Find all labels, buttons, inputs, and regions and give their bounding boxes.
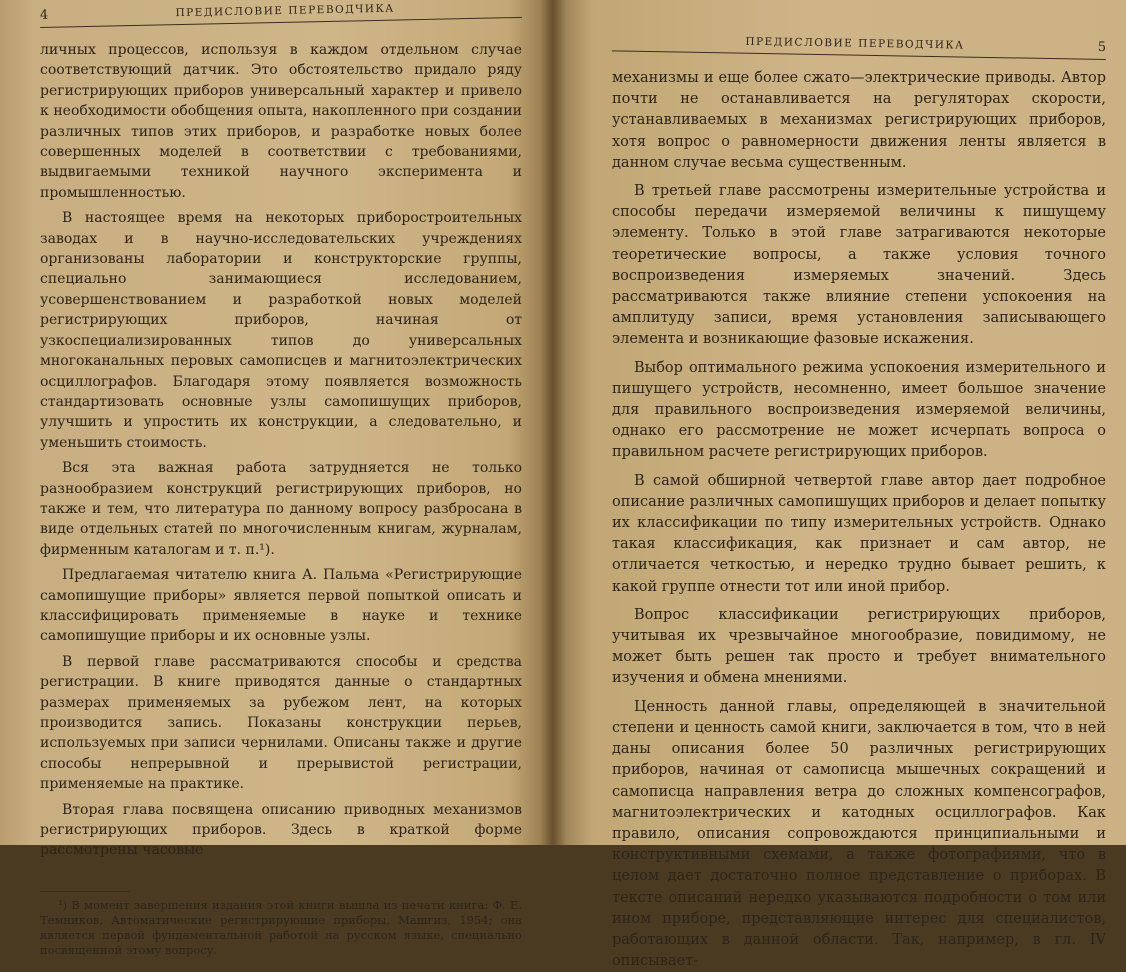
running-head-right — [612, 31, 1106, 60]
paragraph: личных процессов, используя в каждом отдельном случае соответствующий датчик. Это обстоятельство придало ряду регистрирующих приборов универсальный характер и привело к необходимости обобщения опыта, накопленного при создании различных типов этих приборов, и разработке новых более совершенных моделей в соответствии с требованиями, выдвигаемыми техникой научного эксперимента и промышленностью. — [40, 42, 522, 201]
paragraph: Вторая глава посвящена описанию приводных механизмов регистрирующих приборов. Здесь в краткой форме рассмотрены часовые — [40, 801, 522, 859]
footnote-divider — [40, 891, 130, 892]
left-page — [0, 0, 552, 957]
paragraph: Вся эта важная работа затрудняется не только разнообразием конструкций регистрирующих приборов, но также и тем, что литература по данному вопросу разбросана в виде отдельных статей по многочисленным книгам, журналам, фирменным каталогам и т. п.¹). — [40, 460, 522, 558]
page-number-left: 4 — [39, 7, 49, 23]
paragraph: Вопрос классификации регистрирующих приборов, учитывая их чрезвычайное многообразие, повидимому, не может быть решен так просто и требует внимательного изучения и обмена мнениями. — [612, 606, 1106, 687]
paragraph: Ценность данной главы, определяющей в значительной степени и ценность самой книги, заключается в том, что в ней даны описания более 50 различных регистрирующих приборов, начиная от самописца мышечных сокращений и самописца направления ветра до сложных компенсографов, магнитоэлектрических и катодных осциллографов. Как правило, описания сопровождаются принципиальными и конструктивными схемами, а также фотографиями, что в целом дает достаточно полное представление о приборах. В тексте описаний нередко указываются подробности о том или ином приборе, представляющие интерес для специалистов, работающих в данной области. Так, например, в гл. IV описывает- — [612, 698, 1106, 970]
paragraph: В настоящее время на некоторых приборостроительных заводах и в научно-исследовательских учреждениях организованы лаборатории и конструкторские группы, специально занимающиеся исследованием, усовершенствованием и разработкой новых моделей регистрирующих приборов, начиная от узкоспециализированных типов до универсальных многоканальных перовых самописцев и магнитоэлектрических осциллографов. Благодаря этому появляется возможность стандартизовать основные узлы самопишущих приборов, улучшить и упростить их конструкции, а следовательно, и уменьшить стоимость. — [40, 210, 522, 451]
paragraph: Выбор оптимального режима успокоения измерительного и пишущего устройств, несомненно, имеет большое значение для правильного воспроизведения измеряемой величины, однако его рассмотрение не может исчерпать вопроса о правильном расчете регистрирующих приборов. — [612, 359, 1106, 461]
running-head-title-left: ПРЕДИСЛОВИЕ ПЕРЕВОДЧИКА — [175, 2, 395, 20]
footnote: ¹) В момент завершения издания этой книги вышла из печати книга: Ф. Е. Темников, Автоматические регистрирующие приборы, Машгиз, 1954; она является первой фундаментальной работой на русском языке, специально посвященной этому вопросу. — [40, 897, 522, 957]
paragraph: Предлагаемая читателю книга А. Пальма «Регистрирующие самопишущие приборы» является первой попыткой описать и классифицировать применяемые в науке и технике самопишущие приборы и их основные узлы. — [40, 567, 522, 645]
running-head-title-right: ПРЕДИСЛОВИЕ ПЕРЕВОДЧИКА — [745, 35, 965, 52]
paragraph: В первой главе рассматриваются способы и средства регистрации. В книге приводятся данные о стандартных размерах применяемых за рубежом лент, на которых производится запись. Показаны конструкции перьев, используемых при записи чернилами. Описаны также и другие способы непрерывной и прерывистой регистрации, применяемые на практике. — [40, 653, 522, 793]
right-page-body — [612, 68, 1106, 972]
paragraph: В третьей главе рассмотрены измерительные устройства и способы передачи измеряемой величины к пишущему элементу. Только в этой главе затрагиваются некоторые теоретические вопросы, а также условия точного воспроизведения измеряемых значений. Здесь рассматриваются также влияние степени успокоения на амплитуду записи, время установления записывающего элемента и возникающие фазовые искажения. — [612, 183, 1106, 348]
left-page-body — [40, 40, 522, 861]
paragraph: механизмы и еще более сжато—электрические приводы. Автор почти не останавливается на регуляторах скорости, устанавливаемых в механизмах регистрирующих приборов, хотя вопрос о равномерности движения ленты является в данном случае весьма существенным. — [612, 70, 1106, 171]
right-page — [552, 0, 1126, 970]
page-number-right: 5 — [1097, 39, 1107, 55]
running-head-left — [40, 0, 522, 28]
paragraph: В самой обширной четвертой главе автор дает подробное описание различных самопишущих приборов и делает попытку их классификации по типу измерительных устройств. Однако такая классификация, как признает и сам автор, не отличается четкостью, и нередко трудно бывает решить, к какой группе отнести тот или иной прибор. — [612, 472, 1106, 595]
